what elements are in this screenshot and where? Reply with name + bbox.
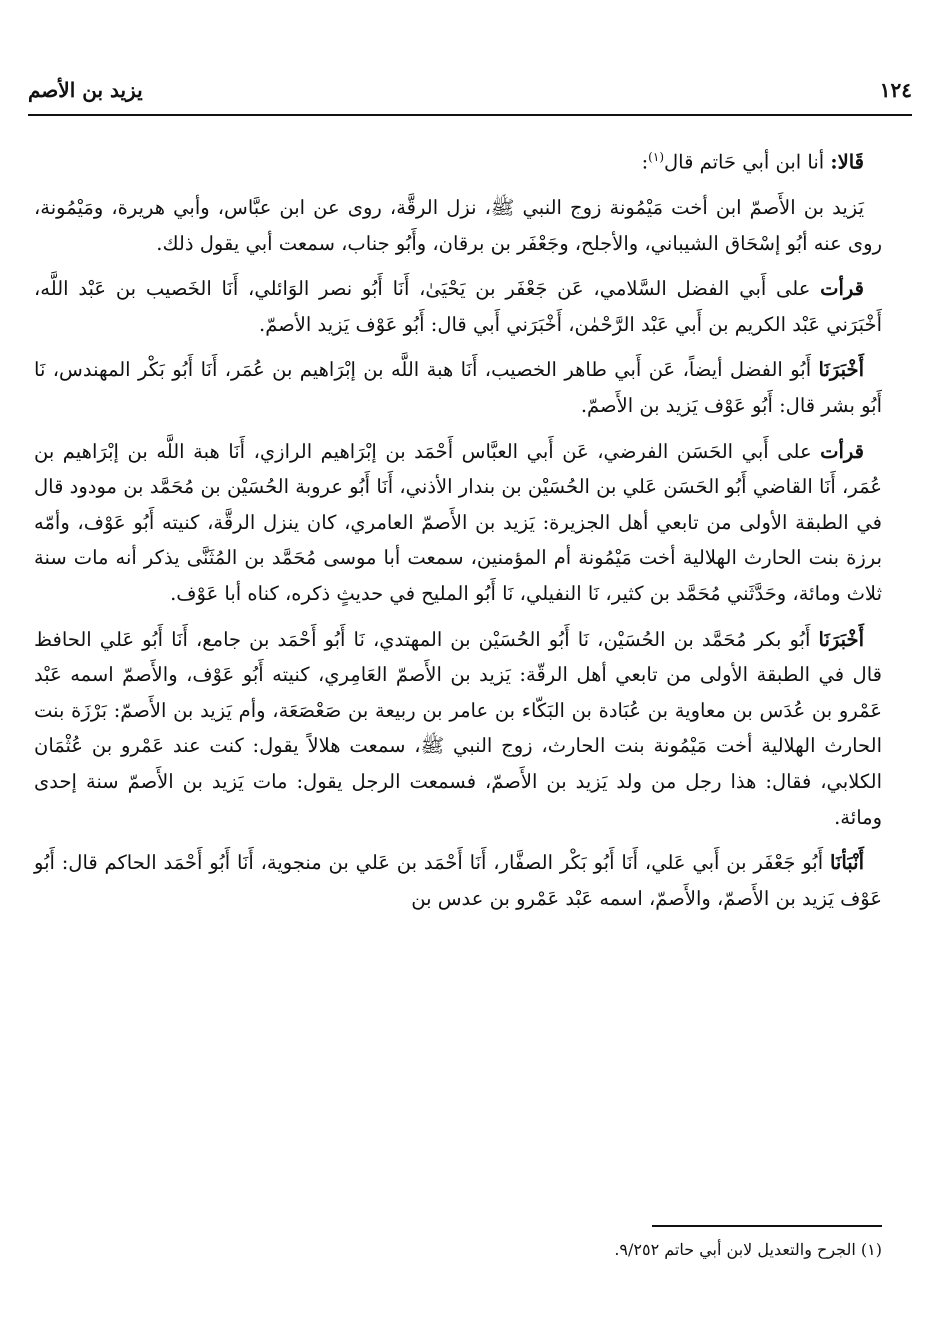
paragraph-text: أنا ابن أبي حَاتم قال (664, 150, 831, 174)
paragraph-text: أَبُو جَعْفَر بن أَبي عَلي، أَنَا أَبُو بَكْر الصفَّار، أَنَا أَحْمَد بن عَلي بن منجوية، أَنَا أَبُو أَحْمَد الحاكم قال: أَبُو عَوْف يَزيد بن الأَصمّ، والأَصمّ، اسمه عَبْد عَمْرو بن عدس بن (34, 851, 882, 910)
page-number: ١٢٤ (879, 78, 912, 102)
page-header (28, 78, 912, 116)
paragraph (34, 622, 882, 836)
paragraph-lead: قرأت (820, 439, 864, 463)
paragraph (34, 190, 882, 261)
paragraph-lead: قرأت (820, 277, 864, 301)
paragraph (34, 140, 882, 180)
paragraph-text: أَبُو الفضل أيضاً، عَن أَبي طاهر الخصيب، أَنَا هبة اللَّه بن إبْرَاهيم بن عُمَر، أَنَا أَبُو بَكْر المهندس، نَا أَبُو بشر قال: أَبُو عَوْف يَزيد بن الأَصمّ. (34, 358, 882, 418)
paragraph-text: يَزيد بن الأَصمّ ابن أخت مَيْمُونة زوج النبي ﷺ، نزل الرقَّة، روى عن ابن عبَّاس، وأبي هريرة، ومَيْمُونة، روى عنه أبُو إسْحَاق الشيباني، والأجلح، وجَعْفَر بن برقان، وأَبُو جناب، سمعت أبي يقول ذلك. (34, 196, 882, 255)
running-title: يزيد بن الأصم (28, 78, 143, 102)
paragraph (34, 434, 882, 612)
footnote-divider (652, 1225, 882, 1227)
paragraph-lead: أَخْبَرَنَا (818, 358, 864, 382)
paragraph-text: على أَبي الفضل السَّلامي، عَن جَعْفَر بن يَحْيَىٰ، أَنَا أَبُو نصر الوَائلي، أَنَا الخَصيب بن عَبْد اللَّه، أَخْبَرَني عَبْد الكريم بن أَبي عَبْد الرَّحْمٰن، أَخْبَرَني أَبي قال: أَبُو عَوْف يَزيد الأصمّ. (34, 277, 882, 336)
paragraph-lead: أَنْبَأنَا (829, 851, 864, 875)
paragraph-lead: أَخْبَرَنَا (818, 627, 864, 651)
paragraph-text: على أَبي الحَسَن الفرضي، عَن أَبي العبَّاس أَحْمَد بن إبْرَاهيم الرازي، أَنَا هبة اللَّه بن إبْرَاهيم بن عُمَر، أَنَا القاضي أَبُو الحَسَن عَلي بن الحُسَيْن بن بندار الأذني، أَنَا أَبُو عروبة الحُسَيْن بن مُحَمَّد بن مودود قال في الطبقة الأولى من تابعي أهل الجزيرة: يَزيد بن الأَصمّ العامري، كان ينزل الرقَّة، كنيته أَبُو عَوْف، وأمّه برزة بنت الحارث الهلالية أخت مَيْمُونة أم المؤمنين، سمعت أبا موسى مُحَمَّد بن المُثَنَّى يذكر أنه مات سنة ثلاث ومائة، وحَدَّثَني مُحَمَّد بن كثير، نَا النفيلي، نَا أَبُو المليح في حديثٍ ذكره، كناه أبا عَوْف. (34, 439, 882, 606)
footnote-marker: (١) (648, 150, 664, 164)
paragraph-lead: قَالا: (830, 150, 864, 174)
footnote: (١) الجرح والتعديل لابن أبي حاتم ٩/٢٥٢. (614, 1240, 882, 1259)
body-text (34, 140, 882, 926)
paragraph (34, 845, 882, 916)
paragraph (34, 271, 882, 342)
paragraph-text: أَبُو بكر مُحَمَّد بن الحُسَيْن، نَا أَبُو الحُسَيْن بن المهتدي، نَا أَبُو أَحْمَد بن جامع، أَنَا أَبُو عَلي الحافظ قال في الطبقة الأولى من تابعي أهل الرقّة: يَزيد بن الأَصمّ العَامِري، كنيته أَبُو عَوْف، والأَصمّ اسمه عَبْد عَمْرو بن عُدَس بن معاوية بن عُبَادة بن البَكّاء بن عامر بن ربيعة بن صَعْصَعَة، وأم يَزيد بن الأَصمّ: بَرْزَة بنت الحارث الهلالية أخت مَيْمُونة بنت الحارث، زوج النبي ﷺ، سمعت هلالاً يقول: كنت عند عَمْرو بن عُثْمَان الكلابي، فقال: هذا رجل من ولد يَزيد بن الأَصمّ، فسمعت الرجل يقول: مات يَزيد بن الأَصمّ سنة إحدى ومائة. (34, 627, 882, 829)
paragraph-tail: : (641, 150, 649, 174)
paragraph (34, 352, 882, 423)
